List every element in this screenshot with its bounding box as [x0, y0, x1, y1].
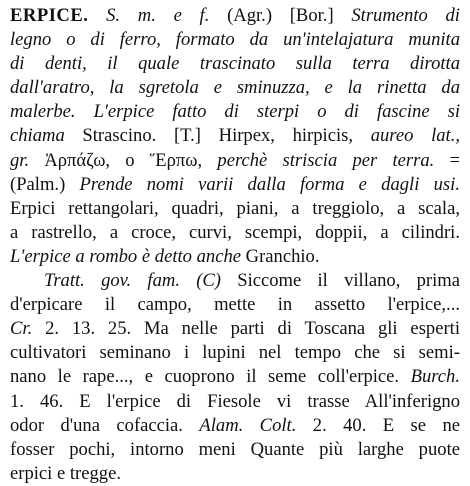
entry-line — [10, 221, 460, 245]
italic-text-segment: di denti, il quale trascinato sulla terra dirotta — [10, 53, 460, 75]
text-segment: (Agr.) [Bor.] — [209, 5, 352, 26]
entry-line — [10, 414, 460, 438]
italic-text-segment: Cr. — [10, 318, 33, 340]
entry-line — [10, 149, 460, 173]
text-segment: a rastrello, a croce, curvi, scempi, doppii, a cilindri. — [10, 221, 460, 243]
text-segment: fosser pochi, intorno meni Quante più larghe puote — [10, 438, 460, 460]
text-segment: = — [434, 149, 460, 171]
italic-text-segment: aureo lat., — [370, 125, 460, 147]
entry-line — [10, 269, 460, 293]
entry-line — [10, 52, 460, 76]
entry-line — [10, 390, 460, 414]
text-segment: 1. 46. E l'erpice di Fiesole vi trasse All'inferigno — [10, 390, 460, 412]
italic-text-segment: L'erpice a rombo è detto anche — [10, 245, 242, 267]
italic-text-segment: Strumento di — [351, 5, 460, 26]
entry-line — [10, 100, 460, 124]
italic-text-segment: S. m. e f. — [106, 5, 210, 26]
entry-line — [10, 197, 460, 221]
entry-line — [10, 173, 460, 197]
italic-text-segment: chiama — [10, 125, 65, 147]
italic-text-segment: malerbe. L'erpice fatto di sterpi o di fascine si — [10, 101, 460, 123]
italic-text-segment: perchè striscia per terra. — [217, 149, 435, 171]
italic-text-segment: Tratt. gov. fam. (C) — [44, 270, 221, 292]
text-segment: cultivatori seminano i lupini nel tempo che si semi- — [10, 342, 460, 364]
entry-line — [10, 341, 460, 365]
entry-line — [10, 462, 460, 486]
text-segment: (Palm.) — [10, 173, 80, 195]
italic-text-segment: dall'aratro, la sgretola e sminuzza, e la rinetta da — [10, 77, 460, 99]
entry-line — [10, 293, 460, 317]
entry-line — [10, 4, 460, 28]
entry-line — [10, 76, 460, 100]
entry-line — [10, 28, 460, 52]
text-segment: Granchio. — [241, 245, 320, 267]
text-segment: Erpici rettangolari, quadri, piani, a treggiolo, a scala, — [10, 197, 460, 219]
text-segment: Ἀρπάζω, o Ἕρπω, — [29, 149, 218, 171]
text-segment: Siccome il villano, prima — [221, 270, 460, 292]
text-segment: Strascino. [T.] Hirpex, hirpicis, — [64, 125, 371, 147]
italic-text-segment: Alam. Colt. — [199, 414, 297, 436]
italic-text-segment: legno o di ferro, formato da un'intelajatura munita — [10, 29, 460, 51]
text-segment: odor d'una cofaccia. — [10, 414, 200, 436]
entry-headword: ERPICE. — [10, 5, 89, 26]
entry-line — [10, 245, 460, 269]
text-segment: erpici e tregge. — [10, 462, 121, 484]
italic-text-segment: Prende nomi varii dalla forma e dagli usi. — [79, 173, 460, 195]
text-segment: nano le rape..., e cuoprono il seme coll'erpice. — [10, 366, 411, 388]
text-segment: 2. 13. 25. Ma nelle parti di Toscana gli esperti — [32, 318, 460, 340]
entry-line — [10, 365, 460, 389]
italic-text-segment: gr. — [10, 149, 30, 171]
entry-line — [10, 438, 460, 462]
text-segment: 2. 40. E se ne — [296, 414, 461, 436]
entry-line — [10, 317, 460, 341]
text-segment: d'erpicare il campo, mette in assetto l'erpice,... — [10, 294, 460, 316]
dictionary-entry-erpice — [10, 4, 460, 486]
italic-text-segment: Burch. — [410, 366, 460, 388]
entry-line — [10, 124, 460, 148]
